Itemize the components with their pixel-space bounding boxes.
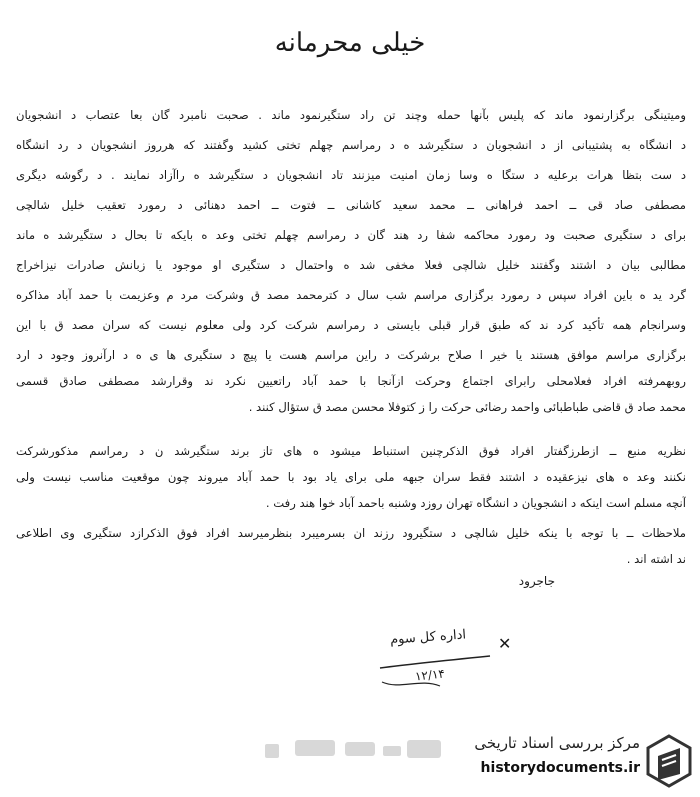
body-line: وسرانجام همه تأکید کرد ند که طبق قرار قبلی بایستی د رمراسم شرکت کرد ولی معلوم نیست که سران مصد ق با این [16, 318, 686, 332]
body-line: د انشگاه به پشتیبانی از د انشجویان د ستگیرشد ه د رمراسم چهلم تختی کشید وگفتند که هرروز انشجویان د رد انشگاه [16, 138, 686, 152]
document-title: خیلی محرمانه [274, 28, 426, 58]
notes-line: ند اشته اند . [626, 552, 686, 566]
archive-org-name: مرکز بررسی اسناد تاریخی [474, 734, 640, 752]
opinion-line: آنچه مسلم است اینکه د انشجویان د انشگاه تهران روزد وشنبه باحمد آباد خوا هند رفت . [265, 496, 686, 510]
signature-mark: ✕ [498, 634, 512, 653]
signature-date: ۱۲/۱۴ [414, 666, 446, 684]
body-line: د ست بتظا هرات برعلیه د ستگا ه وسا زمان امنیت میزنند تاد انشجویان د ستگیرشد ه راآزاد نمایند . د رگوشه دیگری [16, 168, 686, 182]
signature-stroke-icon [370, 620, 530, 720]
notes-line: ملاحظات ــ با توجه با ینکه خلیل شالچی د ستگیرود رزند ان بسرمیبرد بنظرمیرسد افراد فوق الذکرازد ستگیری وی اطلاعی [16, 526, 686, 540]
archive-url: historydocuments.ir [480, 760, 640, 776]
body-line: محمد صاد ق قاضی طباطبائی واحمد رضائی حرکت را ز کتوفلا محسن مصد ق ستؤال کنند . [248, 400, 686, 414]
body-line: روبهمرفته افراد فعلامحلی رابرای اجتماع وحرکت ازآنجا با حمد آباد راتعیین نکرد ند وقرارشد مصطفی صادق قسمی [16, 374, 686, 388]
body-line: گرد ید ه باین افراد سپس د رمورد برگزاری مراسم شب سال د کترمحمد مصد ق وشرکت مرد م وعزیمت با حمد آباد مذاکره [16, 288, 686, 302]
body-line: مطالبی بیان د اشتند وگفتند خلیل شالچی فعلا مخفی شد ه واحتمال د ستگیری او موجود یا زبانش صادرات نیزاخراج [16, 258, 686, 272]
body-line: برای د ستگیری صحبت ود رمورد محاکمه شفا رد هند گان د رمراسم چهلم تختی وعد ه بایکه تا بحال د ستگیرشد ه ماند [16, 228, 686, 242]
signature-text: اداره کل سوم [389, 627, 467, 648]
body-line: ومیتینگی برگزارنمود ماند که پلیس بآنها حمله وچند تن راد ستگیرنمود ماند . صحبت نامبرد گان بعا عتصاب د انشجویان [16, 108, 686, 122]
body-line: برگزاری مراسم موافق هستند یا خیر ا صلاح برشرکت د راین مراسم هست یا پیچ د ستگیری ها ی ه د ارآنروز وجود د ارد [16, 348, 686, 362]
archive-logo-icon [644, 734, 694, 788]
opinion-line: نکنند وعد ه های نیزعقیده د اشتند فقط سران جبهه ملی برای یاد بود با حمد آباد میروند چون موقعیت مناسب نیست ولی [16, 470, 686, 484]
faded-stamp [265, 736, 445, 762]
opinion-line: نظریه منبع ــ ازطرزگفتار افراد فوق الذکرچنین استنباط میشود ه های تاز برند ستگیرشد ن د رمراسم مذکورشرکت [16, 444, 686, 458]
signoff-location: جاجرود [518, 574, 555, 588]
signature [370, 620, 530, 720]
archive-watermark [438, 730, 700, 792]
body-line: مصطفی صاد قی ــ احمد فراهانی ــ محمد سعید کاشانی ــ فتوت ــ احمد دهنائی د رمورد تعقیب خلیل شالچی [16, 198, 686, 212]
